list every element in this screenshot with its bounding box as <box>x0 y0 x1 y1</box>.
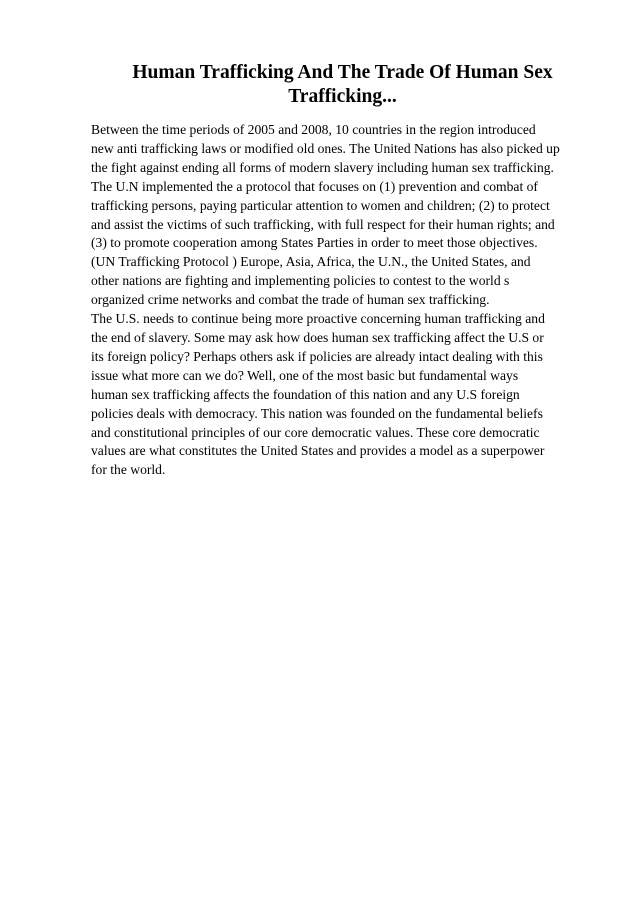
body-line: The U.S. needs to continue being more proactive concerning human trafficking and <box>91 311 545 327</box>
body-line: human sex trafficking affects the foundation of this nation and any U.S foreign <box>91 386 520 402</box>
body-line: (3) to promote cooperation among States Parties in order to meet those objectives. <box>91 235 538 251</box>
title-line: Human Trafficking And The Trade Of Human Sex <box>132 62 553 83</box>
title-line: Trafficking... <box>288 86 397 107</box>
body-line: values are what constitutes the United States and provides a model as a superpower <box>91 443 545 459</box>
body-line: trafficking persons, paying particular attention to women and children; (2) to protect <box>91 197 550 213</box>
body-line: and constitutional principles of our core democratic values. These core democratic <box>91 424 540 440</box>
body-line: policies deals with democracy. This nation was founded on the fundamental beliefs <box>91 405 543 421</box>
body-line: and assist the victims of such trafficking, with full respect for their human rights; and <box>91 216 555 232</box>
body-line: the end of slavery. Some may ask how does human sex trafficking affect the U.S or <box>91 329 544 345</box>
body-line: organized crime networks and combat the trade of human sex trafficking. <box>91 292 490 308</box>
body-line: other nations are fighting and implementing policies to contest to the world s <box>91 273 510 289</box>
body-line: the fight against ending all forms of modern slavery including human sex trafficking. <box>91 159 554 175</box>
document-title <box>60 61 625 109</box>
body-line: issue what more can we do? Well, one of the most basic but fundamental ways <box>91 367 519 383</box>
document-body <box>91 121 601 480</box>
body-line: its foreign policy? Perhaps others ask if policies are already intact dealing with this <box>91 348 543 364</box>
body-line: new anti trafficking laws or modified old ones. The United Nations has also picked up <box>91 140 560 156</box>
body-line: for the world. <box>91 462 166 478</box>
body-line: (UN Trafficking Protocol ) Europe, Asia, Africa, the U.N., the United States, and <box>91 254 531 270</box>
body-line: Between the time periods of 2005 and 2008, 10 countries in the region introduced <box>91 122 536 137</box>
body-line: The U.N implemented the a protocol that focuses on (1) prevention and combat of <box>91 178 538 194</box>
